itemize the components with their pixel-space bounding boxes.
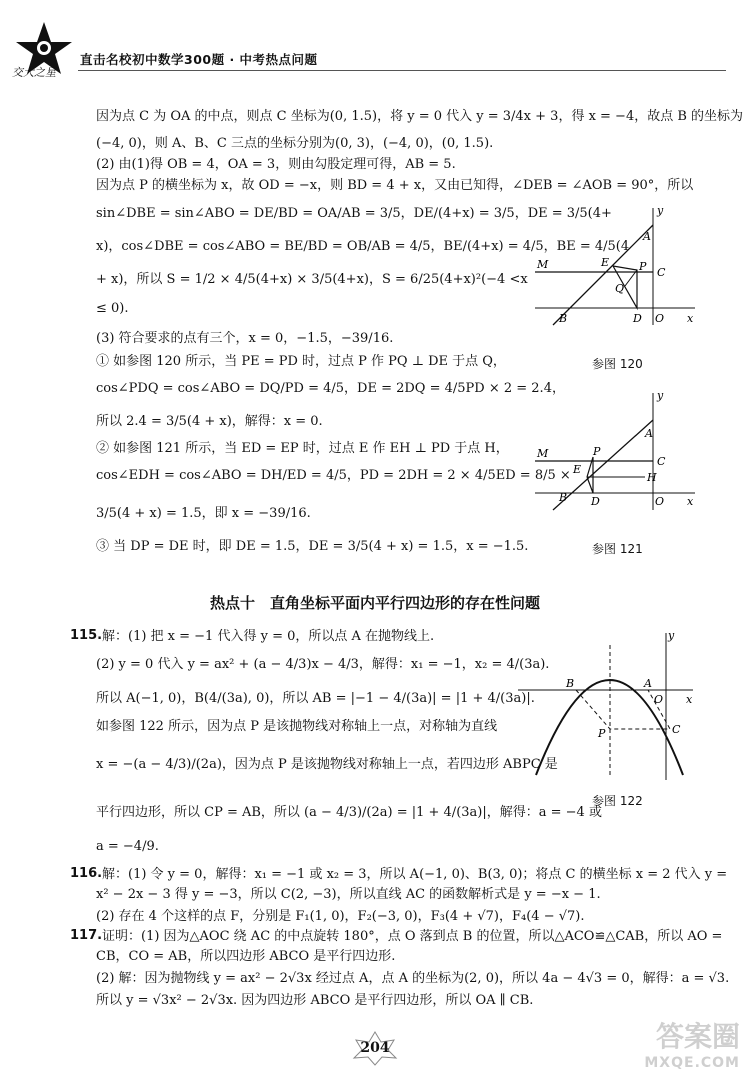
label: P — [639, 260, 647, 273]
text-line: ③ 当 DP = DE 时，即 DE = 1.5，DE = 3/5(4 + x) = 1.5，x = −1.5. — [96, 539, 529, 554]
label: A — [644, 677, 652, 690]
text-line: (2) 由(1)得 OB = 4，OA = 3，则由勾股定理可得，AB = 5. — [96, 157, 456, 172]
text-line: 因为点 C 为 OA 的中点，则点 C 坐标为(0, 1.5)，将 y = 0 代入 y = 3/4x + 3，得 x = −4，故点 B 的坐标为 — [96, 109, 744, 124]
label: D — [633, 312, 642, 325]
label: O — [654, 693, 664, 706]
text-line: + x)，所以 S = 1/2 × 4/5(4+x) × 3/5(4+x)，S = 6/25(4+x)²(−4 <x — [96, 272, 528, 287]
text-line: x² − 2x − 3 得 y = −3，所以 C(2, −3)，所以直线 AC 的函数解析式是 y = −x − 1. — [96, 887, 601, 902]
text-line: ② 如参图 121 所示，当 ED = EP 时，过点 E 作 EH ⊥ PD 于点 H， — [96, 441, 509, 456]
page-header-title: 直击名校初中数学300题 · 中考热点问题 — [80, 52, 318, 67]
page-number: 204 — [360, 1040, 390, 1056]
figure-caption: 参图 121 — [592, 542, 643, 556]
text-line: sin∠DBE = sin∠ABO = DE/BD = OA/AB = 3/5，DE/(4+x) = 3/5，DE = 3/5(4+ — [96, 206, 612, 221]
label: C — [672, 723, 681, 736]
label: x — [686, 693, 693, 706]
label: P — [593, 445, 601, 458]
text-line: a = −4/9. — [96, 839, 159, 854]
label: M — [537, 447, 549, 460]
label: O — [655, 495, 665, 508]
label: M — [537, 258, 549, 271]
label: y — [668, 629, 675, 642]
text-line: ≤ 0). — [96, 301, 129, 316]
text-line: 3/5(4 + x) = 1.5，即 x = −39/16. — [96, 506, 311, 521]
figure-120 — [535, 200, 705, 330]
logo-text: 交大之星 — [12, 66, 56, 79]
label: x — [687, 312, 694, 325]
label: y — [657, 389, 664, 402]
figure-122 — [518, 625, 698, 785]
text-line: (2) 解：因为抛物线 y = ax² − 2√3x 经过点 A，点 A 的坐标为(2, 0)，所以 4a − 4√3 = 0，解得：a = √3. — [96, 971, 730, 986]
label: E — [573, 463, 582, 476]
figure-121 — [535, 385, 705, 515]
text-line: 所以 A(−1, 0)，B(4/(3a), 0)，所以 AB = |−1 − 4/(3a)| = |1 + 4/(3a)|. — [96, 691, 535, 706]
text-line: 解：(1) 把 x = −1 代入得 y = 0，所以点 A 在抛物线上. — [102, 629, 435, 644]
header-rule — [78, 70, 726, 71]
label: C — [657, 455, 666, 468]
text-line: cos∠PDQ = cos∠ABO = DQ/PD = 4/5，DE = 2DQ = 4/5PD × 2 = 2.4， — [96, 381, 565, 396]
label: y — [657, 204, 664, 217]
text-line: cos∠EDH = cos∠ABO = DH/ED = 4/5，PD = 2DH = 2 × 4/5ED = 8/5 × — [96, 468, 571, 483]
text-line: x = −(a − 4/3)/(2a)，因为点 P 是该抛物线对称轴上一点，若四边形 ABPC 是 — [96, 757, 558, 772]
section-title: 热点十 直角坐标平面内平行四边形的存在性问题 — [209, 594, 540, 612]
label: B — [559, 312, 568, 325]
problem-number: 117. — [70, 928, 103, 943]
problem-number: 115. — [70, 628, 103, 643]
problem-number: 116. — [70, 866, 103, 881]
label: E — [601, 256, 610, 269]
figure-caption: 参图 122 — [592, 794, 643, 808]
label: Q — [615, 282, 625, 295]
text-line: CB，CO = AB，所以四边形 ABCO 是平行四边形. — [96, 949, 396, 964]
label: D — [591, 495, 600, 508]
label: x — [687, 495, 694, 508]
figure-caption: 参图 120 — [592, 357, 643, 371]
label: O — [655, 312, 665, 325]
label: B — [566, 677, 575, 690]
label: P — [598, 727, 606, 740]
label: B — [559, 491, 568, 504]
text-line: (3) 符合要求的点有三个，x = 0，−1.5，−39/16. — [96, 331, 394, 346]
text-line: 平行四边形，所以 CP = AB，所以 (a − 4/3)/(2a) = |1 + 4/(3a)|，解得：a = −4 或 — [96, 805, 602, 820]
text-line: ① 如参图 120 所示，当 PE = PD 时，过点 P 作 PQ ⊥ DE 于点 Q， — [96, 354, 506, 369]
text-line: (2) y = 0 代入 y = ax² + (a − 4/3)x − 4/3，解得：x₁ = −1，x₂ = 4/(3a). — [96, 657, 550, 672]
text-line: 证明：(1) 因为△AOC 绕 AC 的中点旋转 180°，点 O 落到点 B 的位置，所以△ACO≌△CAB，所以 AO = — [102, 929, 723, 944]
watermark-url: MXQE.COM — [644, 1055, 740, 1071]
label: C — [657, 266, 666, 279]
text-line: 所以 y = √3x² − 2√3x. 因为四边形 ABCO 是平行四边形，所以 OA ∥ CB. — [96, 993, 534, 1008]
text-line: x)，cos∠DBE = cos∠ABO = BE/BD = OB/AB = 4/5，BE/(4+x) = 4/5，BE = 4/5(4 — [96, 239, 630, 254]
label: H — [647, 471, 657, 484]
text-line: 因为点 P 的横坐标为 x，故 OD = −x，则 BD = 4 + x，又由已知得，∠DEB = ∠AOB = 90°，所以 — [96, 178, 694, 193]
text-line: 如参图 122 所示，因为点 P 是该抛物线对称轴上一点，对称轴为直线 — [96, 719, 498, 734]
text-line: (−4, 0)，则 A、B、C 三点的坐标分别为(0, 3)，(−4, 0)，(0, 1.5). — [96, 136, 494, 151]
text-line: 解：(1) 令 y = 0，解得：x₁ = −1 或 x₂ = 3，所以 A(−1, 0)、B(3, 0)；将点 C 的横坐标 x = 2 代入 y = — [102, 867, 728, 882]
watermark — [590, 1015, 740, 1075]
label: A — [643, 230, 651, 243]
text-line: 所以 2.4 = 3/5(4 + x)，解得：x = 0. — [96, 414, 323, 429]
text-line: (2) 存在 4 个这样的点 F，分别是 F₁(1, 0)，F₂(−3, 0)，F₃(4 + √7)，F₄(4 − √7). — [96, 909, 585, 924]
watermark-title: 答案圈 — [655, 1020, 740, 1053]
label: A — [645, 427, 653, 440]
